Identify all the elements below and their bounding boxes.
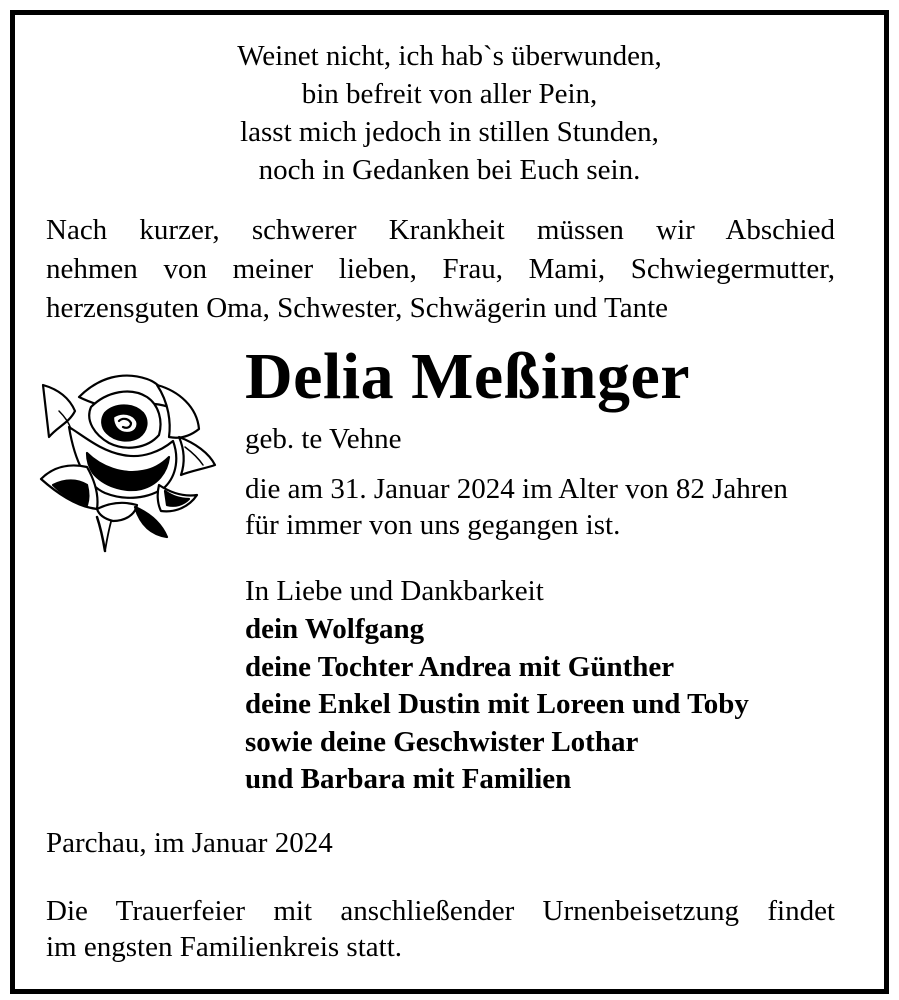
poem-line: noch in Gedanken bei Euch sein. xyxy=(258,154,641,186)
birth-name: geb. te Vehne xyxy=(245,423,402,455)
poem xyxy=(15,37,884,189)
mourner-line: dein Wolfgang xyxy=(245,613,425,645)
rose-icon xyxy=(39,367,217,553)
mourners-list xyxy=(245,611,749,799)
funeral-info xyxy=(46,893,835,965)
deceased-name: Delia Meßinger xyxy=(245,340,691,413)
mourner-line: deine Tochter Andrea mit Günther xyxy=(245,650,675,683)
death-line: für immer von uns gegangen ist. xyxy=(245,509,621,541)
mourner-line: und Barbara mit Familien xyxy=(245,763,572,796)
intro-text xyxy=(46,211,835,328)
intro-line: nehmen von meiner lieben, Frau, Mami, Schwiegermutter, xyxy=(46,253,835,285)
poem-line: bin befreit von aller Pein, xyxy=(301,78,598,110)
obituary-notice xyxy=(10,10,889,994)
intro-line: Nach kurzer, schwerer Krankheit müssen wir Abschied xyxy=(46,214,835,246)
mourner-line: deine Enkel Dustin mit Loreen und Toby xyxy=(245,688,749,721)
poem-line: Weinet nicht, ich hab`s überwunden, xyxy=(237,40,662,72)
funeral-line: Die Trauerfeier mit anschließender Urnenbeisetzung findet xyxy=(46,895,835,927)
mourner-line: sowie deine Geschwister Lothar xyxy=(245,725,639,758)
place-date: Parchau, im Januar 2024 xyxy=(46,827,333,859)
poem-line: lasst mich jedoch in stillen Stunden, xyxy=(240,116,659,148)
intro-line: herzensguten Oma, Schwester, Schwägerin und Tante xyxy=(46,292,668,324)
death-line: die am 31. Januar 2024 im Alter von 82 Jahren xyxy=(245,473,788,505)
death-notice xyxy=(245,471,788,543)
closing-phrase: In Liebe und Dankbarkeit xyxy=(245,575,544,607)
funeral-line: im engsten Familienkreis statt. xyxy=(46,931,403,963)
